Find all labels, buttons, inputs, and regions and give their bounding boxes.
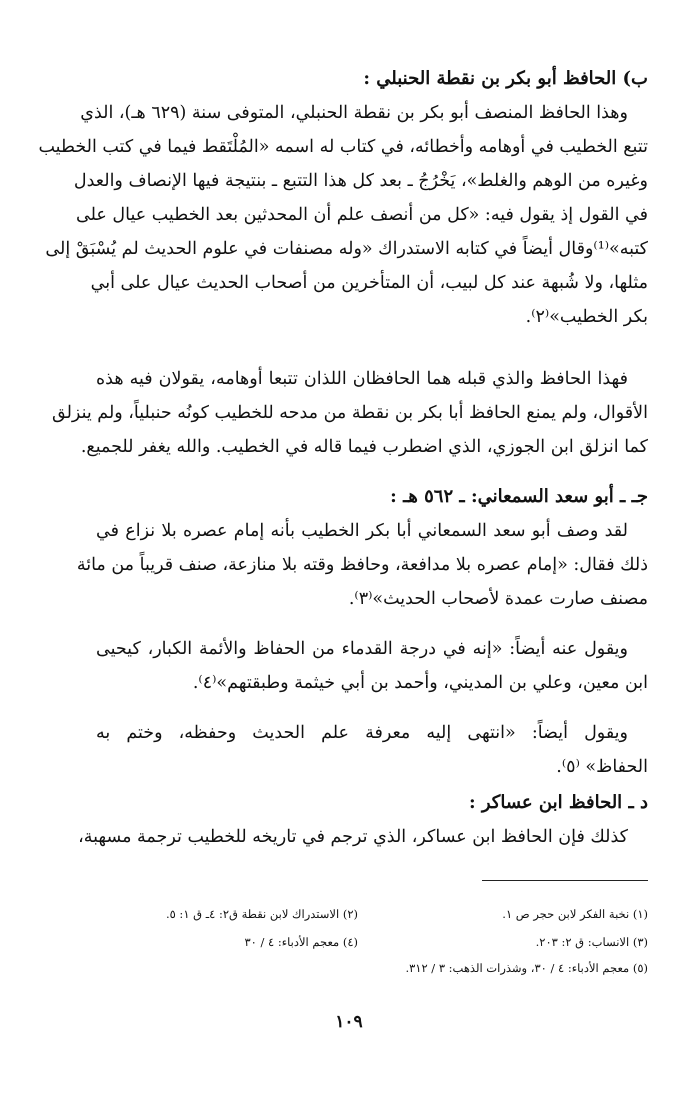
section-d-heading: د ـ الحافظ ابن عساكر : [468, 792, 648, 813]
paragraph-line: فهذا الحافظ والذي قبله هما الحافظان اللذان تتبعا أوهامه، يقولان فيه هذه [96, 369, 628, 389]
section-b [38, 62, 648, 334]
paragraph-line: لقد وصف أبو سعد السمعاني أبا بكر الخطيب بأنه إمام عصره بلا نزاع في [96, 521, 628, 541]
paragraph-line: كذلك فإن الحافظ ابن عساكر، الذي ترجم في تاريخه للخطيب ترجمة مسهبة، [78, 827, 628, 847]
paragraph-line: وهذا الحافظ المنصف أبو بكر بن نقطة الحنبلي، المتوفى سنة (٦٢٩ هـ)، الذي [80, 103, 628, 123]
footnote-1: (١) نخبة الفكر لابن حجر ص ١. [502, 907, 648, 921]
paragraph-line: ويقول عنه أيضاً: «إنه في درجة القدماء من الحفاظ والأئمة الكبار، كيحيى [96, 639, 628, 659]
section-b-heading: ب) الحافظ أبو بكر بن نقطة الحنبلي : [363, 68, 648, 89]
section-c-quote-3 [96, 716, 648, 784]
footnote-5: (٥) معجم الأدباء: ٤ / ٣٠، وشذرات الذهب: ٣ / ٣١٢. [405, 961, 648, 975]
footnote-separator [482, 880, 648, 881]
paragraph-line: مصنف صارت عمدة لأصحاب الحديث»⁽٣⁾. [348, 589, 648, 609]
paragraph-line: وغيره من الوهم والغلط»، يَخْرُجُ ـ بعد كل هذا التتبع ـ بنتيجة فيها الإنصاف والعدل [73, 171, 648, 191]
paragraph-2 [52, 362, 648, 464]
section-c-heading: جـ ـ أبو سعد السمعاني: ـ ٥٦٢ هـ : [390, 486, 648, 507]
footnote-4: (٤) معجم الأدباء: ٤ / ٣٠ [244, 935, 358, 949]
paragraph-line: مثلها، ولا شُبهة عند كل لبيب، أن المتأخرين من أصحاب الحديث عيال على أبي [90, 273, 648, 293]
section-d [78, 786, 648, 854]
paragraph-line: الحفاظ» ⁽٥⁾. [556, 757, 648, 777]
section-c-quote-2 [96, 632, 648, 700]
footnote-3: (٣) الانساب: ق ٢: ٢٠٣. [535, 935, 648, 949]
paragraph-line: ابن معين، وعلي بن المديني، وأحمد بن أبي خيثمة وطبقتهم»⁽٤⁾. [192, 673, 648, 693]
paragraph-line: في القول إذ يقول فيه: «كل من أنصف علم أن المحدثين بعد الخطيب عيال على [76, 205, 648, 225]
paragraph-line: كما انزلق ابن الجوزي، الذي اضطرب فيما قاله في الخطيب. والله يغفر للجميع. [80, 437, 648, 457]
paragraph-line: بكر الخطيب»⁽٢⁾. [525, 307, 648, 327]
section-c [76, 480, 648, 616]
page-number: ١٠٩ [335, 1012, 363, 1032]
paragraph-line: ويقول أيضاً: «انتهى إليه معرفة علم الحديث وحفظه، وختم به [96, 723, 628, 743]
paragraph-line: تتبع الخطيب في أوهامه وأخطائه، في كتاب له اسمه «المُلْتَقط فيما في كتب الخطيب [38, 137, 648, 157]
paragraph-line: كتبه»⁽¹⁾وقال أيضاً في كتابه الاستدراك «وله مصنفات في علوم الحديث لم يُسْبَقْ إلى [45, 239, 648, 259]
paragraph-line: الأقوال، ولم يمنع الحافظ أبا بكر بن نقطة من مدحه للخطيب كونُه حنبلياً، ولم ينزلق [52, 403, 648, 423]
footnote-2: (٢) الاستدراك لابن نقطة ق٢: ٤ـ ق ١: ٥. [165, 907, 358, 921]
paragraph-line: ذلك فقال: «إمام عصره بلا مدافعة، وحافظ وقته بلا منازعة، صنف قريباً من مائة [76, 555, 648, 575]
